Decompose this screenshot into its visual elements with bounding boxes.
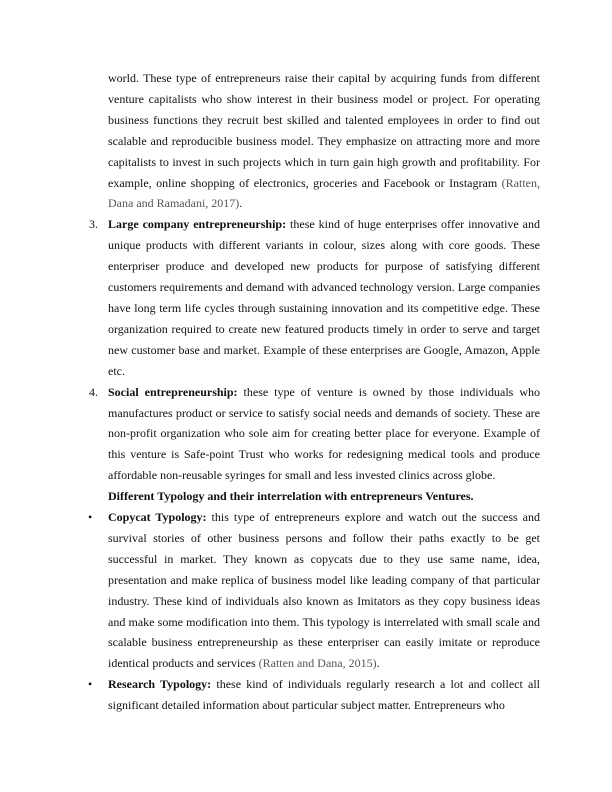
page-content: [88, 68, 541, 716]
section-heading: Different Typology and their interrelation with entrepreneurs Ventures.: [108, 489, 474, 504]
citation: (Ratten and Dana, 2015): [258, 656, 377, 671]
numbered-item-4: [89, 382, 540, 487]
bullet-icon: •: [88, 677, 93, 692]
list-item-text: Large company entrepreneurship: these kind of huge enterprises offer innovative and unique products with different variants in colour, sizes along with core goods. These enterpriser produce and developed new products for purpose of satisfying different customers requirements and demand with advanced technology version. Large companies have long term life cycles through sustaining innovation and its competitive edge. These organization required to create new featured products timely in order to serve and target new customer base and market. Example of these enterprises are Google, Amazon, Apple etc.: [108, 217, 541, 378]
list-number: 3.: [89, 217, 98, 232]
bullet-item-copycat: [88, 507, 541, 674]
list-item-text: Social entrepreneurship: these type of venture is owned by those individuals who manufactures product or service to satisfy social needs and demands of society. These are non-profit organization who sole aim for creating better place for everyone. Example of this venture is Safe-point Trust who works for redesigning medical tools and produce affordable non-reusable syringes for small and less invested clinics across globe.: [108, 384, 540, 483]
item-title: Research Typology:: [108, 677, 212, 692]
bullet-icon: •: [88, 510, 93, 525]
intro-paragraph: world. These type of entrepreneurs raise their capital by acquiring funds from different venture capitalists who show interest in their business model or project. For operating business functions they recruit best skilled and talented employees in order to find out scalable and reproducible business model. They emphasize on attracting more and more capitalists to invest in such projects which in turn gain high growth and profitability. For example, online shopping of electronics, groceries and Facebook or Instagram (Ratten, Dana and Ramadani, 2017).: [108, 71, 540, 211]
citation: (Ratten, Dana and Ramadani, 2017): [108, 175, 540, 211]
list-item-text: Research Typology: these kind of individuals regularly research a lot and collect all significant detailed information about particular subject matter. Entrepreneurs who: [108, 677, 540, 713]
item-title: Social entrepreneurship:: [108, 384, 238, 399]
item-title: Copycat Typology:: [108, 510, 207, 525]
item-title: Large company entrepreneurship:: [108, 217, 287, 232]
list-item-text: Copycat Typology: this type of entrepreneurs explore and watch out the success and survival stories of other business persons and follow their paths exactly to be get successful in market. They known as copycats due to they use same name, idea, presentation and make replica of business model like leading company of that particular industry. These kind of individuals also known as Imitators as they copy business ideas and make some modification into them. This typology is interrelated with small scale and scalable business entrepreneurship as these enterpriser can easily imitate or reproduce identical products and services (Ratten and Dana, 2015).: [108, 510, 541, 671]
numbered-item-3: [89, 214, 541, 381]
list-number: 4.: [89, 384, 98, 399]
bullet-item-research: [88, 674, 540, 716]
